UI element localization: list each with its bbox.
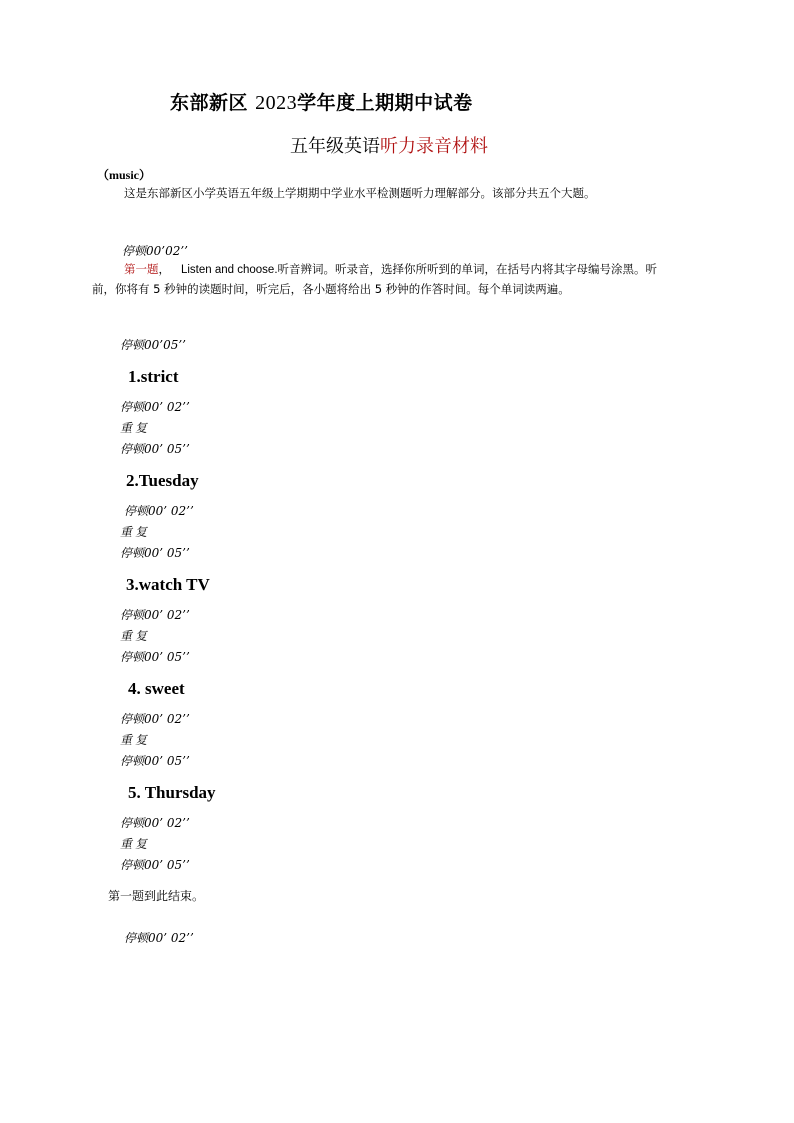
item-pause-long: 停顿00’ 05’’ bbox=[120, 754, 190, 768]
section1-label: 第一题 bbox=[124, 262, 159, 276]
pause-final: 停顿00’ 02’’ bbox=[124, 931, 194, 945]
page-subtitle bbox=[290, 132, 488, 158]
section1-body: 听音辨词。听录音，选择你所听到的单词，在括号内将其字母编号涂黑。听前，你将有 5 秒钟的读题时间，听完后，各小题将给出 5 秒钟的作答时间。每个单词读两遍。 bbox=[92, 262, 658, 296]
item-word: 5. Thursday bbox=[128, 783, 216, 802]
item-repeat: 重复 bbox=[120, 629, 151, 643]
section-end-text: 第一题到此结束。 bbox=[108, 889, 205, 903]
item-word: 3.watch TV bbox=[126, 575, 210, 594]
title-suffix: 学年度上期期中试卷 bbox=[297, 92, 473, 114]
item-word: 4. sweet bbox=[128, 679, 185, 698]
item-repeat: 重复 bbox=[120, 837, 151, 851]
item-repeat: 重复 bbox=[120, 421, 151, 435]
subtitle-black: 五年级英语 bbox=[290, 136, 380, 157]
item-pause-long: 停顿00’ 05’’ bbox=[120, 858, 190, 872]
title-prefix: 东部新区 bbox=[170, 92, 249, 114]
item-pause-short: 停顿00’ 02’’ bbox=[120, 712, 190, 726]
title-year: 2023 bbox=[255, 92, 298, 114]
item-pause-short: 停顿00’ 02’’ bbox=[120, 608, 190, 622]
pause-after-instructions: 停顿00’05’’ bbox=[120, 338, 186, 352]
item-pause-short: 停顿00’ 02’’ bbox=[124, 504, 194, 518]
item-repeat: 重复 bbox=[120, 525, 151, 539]
item-pause-long: 停顿00’ 05’’ bbox=[120, 442, 190, 456]
page-title bbox=[170, 88, 473, 115]
intro-paragraph: 这是东部新区小学英语五年级上学期期中学业水平检测题听力理解部分。该部分共五个大题。 bbox=[124, 186, 596, 200]
item-pause-long: 停顿00’ 05’’ bbox=[120, 650, 190, 664]
pause-initial: 停顿00’02’’ bbox=[122, 244, 188, 258]
item-pause-short: 停顿00’ 02’’ bbox=[120, 400, 190, 414]
section1-english: Listen and choose. bbox=[180, 264, 278, 276]
music-cue: （music） bbox=[97, 168, 152, 182]
item-word: 1.strict bbox=[128, 367, 179, 386]
section1-sep: ， bbox=[158, 262, 170, 276]
item-repeat: 重复 bbox=[120, 733, 151, 747]
item-pause-short: 停顿00’ 02’’ bbox=[120, 816, 190, 830]
subtitle-red: 听力录音材料 bbox=[380, 136, 488, 157]
item-pause-long: 停顿00’ 05’’ bbox=[120, 546, 190, 560]
section1-instructions bbox=[92, 260, 678, 299]
item-word: 2.Tuesday bbox=[126, 471, 199, 490]
